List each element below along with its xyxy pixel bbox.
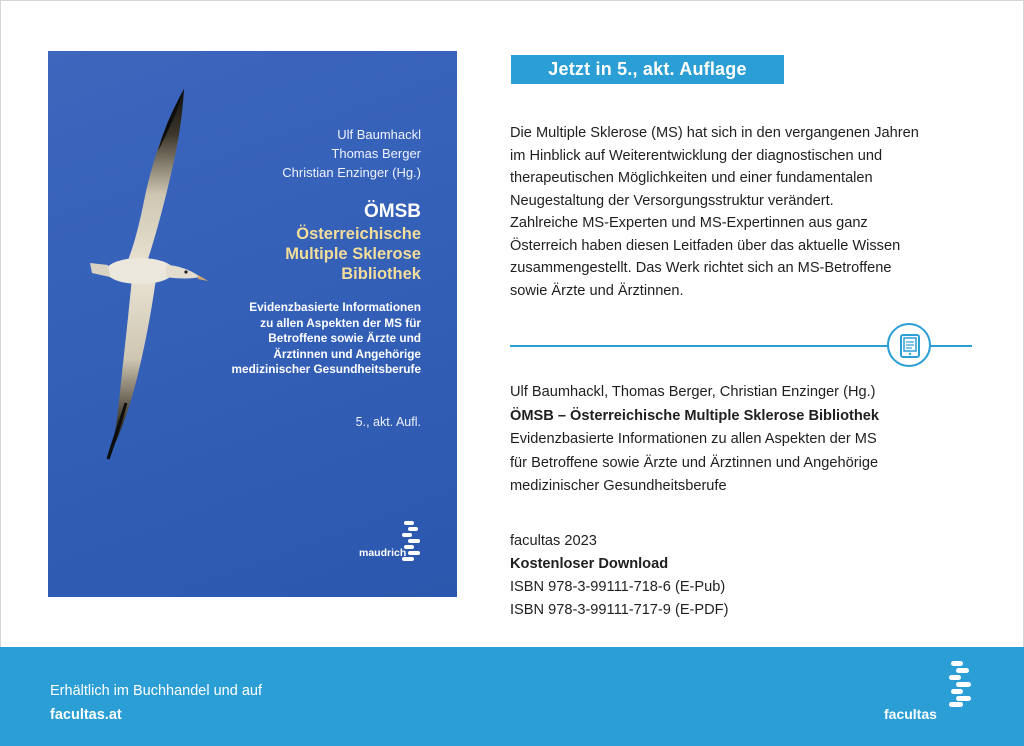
book-cover bbox=[48, 51, 457, 597]
cover-author: Thomas Berger bbox=[331, 146, 421, 161]
facultas-brand: facultas bbox=[884, 706, 937, 722]
description-line: im Hinblick auf Weiterentwicklung der diagnostischen und bbox=[510, 147, 883, 164]
cover-title-line: Bibliothek bbox=[341, 265, 421, 283]
isbn-epub: ISBN 978-3-99111-718-6 (E-Pub) bbox=[510, 579, 726, 595]
description-line: Die Multiple Sklerose (MS) hat sich in den vergangenen Jahren bbox=[510, 125, 919, 141]
cover-subtitle-line: zu allen Aspekten der MS für bbox=[260, 315, 421, 330]
cover-title-line: Österreichische bbox=[296, 225, 421, 243]
isbn-epdf: ISBN 978-3-99111-717-9 (E-PDF) bbox=[510, 602, 729, 618]
cover-subtitle bbox=[232, 300, 421, 378]
cover-author: Ulf Baumhackl bbox=[337, 127, 421, 142]
cover-edition: 5., akt. Aufl. bbox=[355, 415, 421, 429]
book-subtitle-line: medizinischer Gesundheitsberufe bbox=[510, 478, 727, 494]
ebook-reader-icon bbox=[900, 334, 920, 358]
description-line: sowie Ärzte und Ärztinnen. bbox=[510, 282, 684, 299]
book-info bbox=[510, 381, 879, 499]
footer-link[interactable]: facultas.at bbox=[50, 707, 122, 723]
book-subtitle-line: für Betroffene sowie Ärzte und Ärztinnen und Angehörige bbox=[510, 454, 879, 471]
cover-subtitle-line: medizinischer Gesundheitsberufe bbox=[231, 362, 421, 377]
book-subtitle-line: Evidenzbasierte Informationen zu allen Aspekten der MS bbox=[510, 431, 877, 447]
cover-authors bbox=[282, 125, 421, 182]
description-line: therapeutischen Möglichkeiten und einer fundamentalen bbox=[510, 170, 873, 186]
cover-subtitle-line: Betroffene sowie Ärzte und bbox=[268, 331, 421, 346]
cover-title-lines bbox=[285, 224, 421, 284]
cover-title-line: Multiple Sklerose bbox=[285, 245, 421, 263]
footer-bar bbox=[0, 647, 1024, 746]
book-authors: Ulf Baumhackl, Thomas Berger, Christian Enzinger (Hg.) bbox=[510, 384, 876, 400]
ebook-badge bbox=[887, 323, 931, 367]
cover-publisher: maudrich bbox=[359, 547, 407, 559]
description-line: zusammengestellt. Das Werk richtet sich an MS-Betroffene bbox=[510, 260, 892, 276]
book-description bbox=[510, 122, 980, 302]
description-line: Neugestaltung der Versorgungsstruktur verändert. bbox=[510, 192, 834, 209]
footer-availability-text: Erhältlich im Buchhandel und auf bbox=[50, 683, 262, 699]
description-line: Österreich haben diesen Leitfaden über das aktuelle Wissen bbox=[510, 237, 901, 254]
cover-author: Christian Enzinger (Hg.) bbox=[282, 165, 421, 180]
edition-badge: Jetzt in 5., akt. Auflage bbox=[511, 55, 784, 84]
publication-info bbox=[510, 530, 728, 622]
download-label: Kostenloser Download bbox=[510, 556, 669, 572]
cover-subtitle-line: Evidenzbasierte Informationen bbox=[249, 300, 421, 314]
cover-subtitle-line: Ärztinnen und Angehörige bbox=[273, 346, 421, 361]
description-line: Zahlreiche MS-Experten und MS-Expertinnen aus ganz bbox=[510, 215, 868, 231]
publisher-year: facultas 2023 bbox=[510, 533, 597, 549]
cover-title: ÖMSB bbox=[364, 201, 421, 222]
book-title: ÖMSB – Österreichische Multiple Sklerose Bibliothek bbox=[510, 407, 880, 424]
facultas-logo-icon bbox=[947, 661, 973, 707]
